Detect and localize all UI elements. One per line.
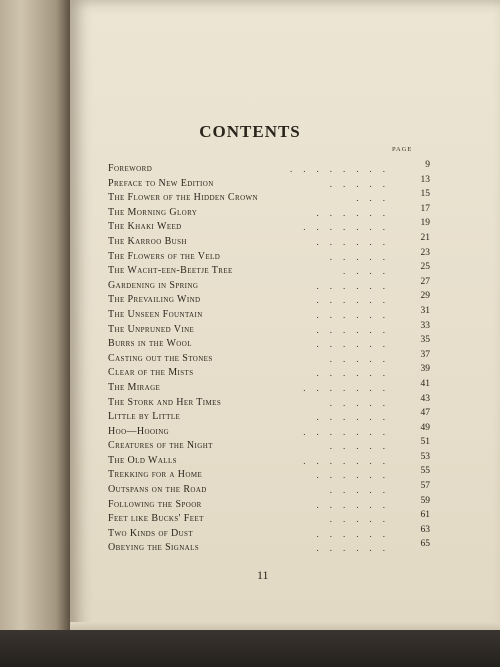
toc-entry-page: 55 (420, 466, 430, 477)
toc-entry (108, 349, 430, 367)
toc-entry-title: The Prevailing Wind (108, 294, 201, 306)
dot-leader: ...... (316, 470, 396, 481)
dot-leader: ... (356, 193, 396, 204)
toc-entry (108, 451, 430, 469)
page-number: 11 (257, 568, 269, 582)
table-of-contents (108, 162, 430, 556)
dot-leader: ...... (316, 412, 396, 423)
dot-leader: .... (343, 266, 396, 277)
toc-entry-title: Creatures of the Night (108, 440, 213, 452)
toc-entry-title: Feet like Bucks' Feet (108, 513, 204, 525)
toc-entry-title: Hoo—Hooing (108, 425, 170, 437)
toc-entry (108, 439, 430, 454)
toc-entry-page: 9 (425, 160, 430, 170)
page-column-heading: PAGE (392, 146, 413, 153)
dot-leader: ..... (329, 251, 396, 262)
toc-entry-page: 19 (420, 218, 430, 229)
toc-entry-page: 15 (420, 189, 430, 200)
toc-entry-page: 57 (420, 481, 430, 492)
toc-entry-title: Little by Little (108, 411, 181, 423)
dot-leader: ...... (316, 324, 396, 335)
dot-leader: ..... (329, 485, 396, 496)
dot-leader: ..... (329, 353, 396, 364)
toc-entry-title: The Flowers of the Veld (108, 250, 221, 262)
toc-entry (108, 247, 430, 265)
toc-entry-page: 33 (420, 320, 430, 331)
toc-entry-page: 23 (420, 247, 430, 258)
table-surface (0, 630, 500, 667)
toc-entry-title: Preface to New Edition (108, 177, 214, 189)
dot-leader: ..... (329, 397, 396, 408)
toc-entry-title: The Wacht-een-Beetje Tree (108, 265, 233, 277)
toc-entry-page: 49 (420, 422, 430, 433)
toc-entry (108, 410, 430, 425)
dot-leader: ...... (316, 280, 396, 291)
toc-entry-title: Clear of the Mists (108, 367, 194, 379)
toc-entry (108, 320, 430, 338)
dot-leader: ..... (329, 514, 396, 525)
toc-entry-page: 29 (420, 291, 430, 302)
toc-entry-page: 43 (420, 393, 430, 404)
toc-entry-title: Two Kinds of Dust (108, 527, 194, 539)
toc-entry (108, 337, 430, 352)
toc-entry-title: The Khaki Weed (108, 221, 182, 233)
dot-leader: ....... (303, 426, 396, 437)
toc-entry-page: 35 (420, 335, 430, 346)
dot-leader: ...... (316, 295, 396, 306)
toc-entry-page: 39 (420, 364, 430, 375)
toc-entry (108, 393, 430, 411)
toc-entry (108, 422, 430, 440)
toc-entry (108, 495, 430, 513)
toc-entry-page: 25 (420, 262, 430, 273)
toc-entry-page: 27 (420, 276, 430, 287)
dot-leader: ....... (303, 382, 396, 393)
toc-entry-page: 17 (420, 203, 430, 214)
contents-title: CONTENTS (199, 122, 301, 141)
book-gutter (0, 0, 70, 667)
toc-entry-title: Following the Spoor (108, 498, 202, 510)
toc-entry (108, 264, 430, 279)
toc-entry (108, 162, 430, 177)
toc-entry-page: 41 (420, 378, 430, 389)
toc-entry (108, 232, 430, 250)
dot-leader: ........ (290, 164, 396, 174)
dot-leader: ...... (316, 499, 396, 510)
toc-entry-title: Trekking for a Home (108, 469, 203, 481)
toc-entry (108, 203, 430, 221)
toc-entry-title: Foreword (108, 163, 153, 174)
dot-leader: ...... (316, 339, 396, 350)
toc-entry-title: The Stork and Her Times (108, 396, 222, 408)
toc-entry-title: The Morning Glory (108, 206, 198, 218)
toc-entry-page: 63 (420, 524, 430, 535)
toc-entry (108, 378, 430, 396)
toc-entry-page: 13 (420, 174, 430, 185)
toc-entry (108, 220, 430, 235)
toc-entry (108, 191, 430, 206)
dot-leader: ....... (303, 222, 396, 233)
toc-entry (108, 174, 430, 192)
toc-entry (108, 524, 430, 542)
dot-leader: ...... (316, 309, 396, 320)
toc-entry (108, 366, 430, 381)
toc-entry-page: 61 (420, 510, 430, 521)
toc-entry (108, 541, 430, 556)
dot-leader: ...... (316, 207, 396, 218)
toc-entry-title: Obeying the Signals (108, 542, 200, 554)
toc-entry-page: 47 (420, 408, 430, 419)
toc-entry-page: 31 (420, 305, 430, 316)
toc-entry-title: Gardening in Spring (108, 279, 199, 291)
toc-entry-title: Casting out the Stones (108, 352, 213, 364)
toc-entry (108, 512, 430, 527)
toc-entry-title: The Karroo Bush (108, 235, 187, 247)
dot-leader: ....... (303, 455, 396, 466)
toc-entry-page: 65 (420, 539, 430, 550)
toc-entry (108, 305, 430, 323)
toc-entry-page: 51 (420, 437, 430, 448)
toc-entry-page: 53 (420, 451, 430, 462)
toc-entry-title: The Flower of the Hidden Crown (108, 192, 258, 204)
toc-entry-title: Burrs in the Wool (108, 338, 192, 350)
dot-leader: ..... (329, 178, 396, 189)
toc-entry-title: The Unpruned Vine (108, 323, 195, 335)
toc-entry (108, 468, 430, 483)
toc-entry (108, 276, 430, 294)
toc-entry-page: 37 (420, 349, 430, 360)
dot-leader: ...... (316, 236, 396, 247)
toc-entry-title: Outspans on the Road (108, 484, 207, 496)
dot-leader: ...... (316, 528, 396, 539)
dot-leader: ..... (329, 441, 396, 452)
dot-leader: ...... (316, 543, 396, 554)
toc-entry-page: 59 (420, 495, 430, 506)
dot-leader: ...... (316, 368, 396, 379)
toc-entry (108, 293, 430, 308)
toc-entry-title: The Mirage (108, 381, 161, 393)
toc-entry-title: The Unseen Fountain (108, 308, 203, 320)
toc-entry-title: The Old Walls (108, 454, 177, 466)
toc-entry (108, 483, 430, 498)
toc-entry-page: 21 (420, 232, 430, 243)
